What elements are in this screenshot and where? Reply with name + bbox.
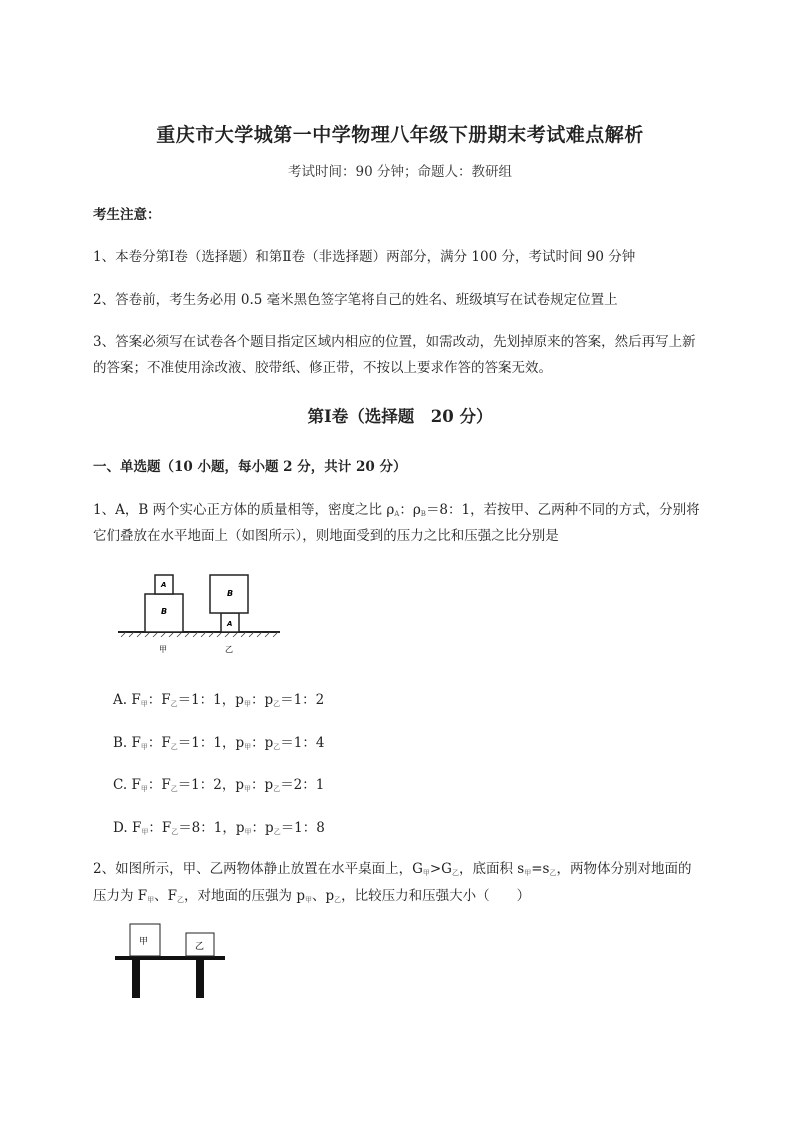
question-1-figure [115, 570, 285, 660]
notice-heading: 考生注意： [93, 207, 161, 223]
label-b-yi: B [227, 589, 234, 598]
question-2-figure [110, 920, 230, 1005]
question-2-line-2: 压力为 $F_甲$、$F_乙$，对地面的压强为 $p_甲$、$p_乙$，比较压力和压强大小（ ） [93, 888, 531, 904]
notice-item-3-line-1: 3、答案必须写在试卷各个题目指定区域内相应的位置，如需改动，先划掉原来的答案，然后再写上新 [93, 334, 696, 350]
notice-item-2: 2、答卷前，考生务必用 0.5 毫米黑色签字笔将自己的姓名、班级填写在试卷规定位置上 [93, 292, 618, 308]
table-leg-right [196, 960, 204, 998]
question-1-line-1: 1、A，B 两个实心正方体的质量相等，密度之比 $\rho_A$：$\rho_B=8$：1，若按甲、乙两种不同的方式，分别将 [93, 502, 700, 518]
box-jia-label: 甲 [139, 937, 149, 947]
exam-info: 考试时间：90 分钟；命题人：教研组 [288, 164, 512, 180]
section-title: 第Ⅰ卷（选择题 20 分） [307, 407, 493, 426]
section-subheading: 一、单选题（10 小题，每小题 2 分，共计 20 分） [93, 459, 407, 475]
table-top [115, 956, 225, 960]
label-a-yi: A [227, 620, 233, 628]
table-leg-left [132, 960, 140, 998]
option-a[interactable]: A. $F_甲$：$F_乙=1$：1，$p_甲$：$p_乙=1$：2 [113, 692, 325, 708]
option-c[interactable]: C. $F_甲$：$F_乙=1$：2，$p_甲$：$p_乙=2$：1 [113, 777, 325, 793]
question-1-line-2: 它们叠放在水平地面上（如图所示），则地面受到的压力之比和压强之比分别是 [93, 528, 559, 544]
page-title: 重庆市大学城第一中学物理八年级下册期末考试难点解析 [156, 124, 644, 146]
question-2-line-1: 2、如图所示，甲、乙两物体静止放置在水平桌面上，$G_甲>G_乙$，底面积 $s_甲=s_乙$，两物体分别对地面的 [93, 861, 692, 877]
label-b-jia: B [161, 607, 168, 616]
caption-yi: 乙 [225, 645, 233, 654]
notice-item-3-line-2: 的答案；不准使用涂改液、胶带纸、修正带，不按以上要求作答的答案无效。 [93, 360, 552, 376]
option-d[interactable]: D. $F_甲$：$F_乙=8$：1，$p_甲$：$p_乙=1$：8 [113, 820, 325, 836]
box-yi-label: 乙 [195, 942, 205, 952]
caption-jia: 甲 [159, 645, 167, 654]
option-b[interactable]: B. $F_甲$：$F_乙=1$：1，$p_甲$：$p_乙=1$：4 [113, 735, 325, 751]
notice-item-1: 1、本卷分第Ⅰ卷（选择题）和第Ⅱ卷（非选择题）两部分，满分 100 分，考试时间 90 分钟 [93, 249, 636, 265]
label-a-jia: A [161, 581, 167, 589]
